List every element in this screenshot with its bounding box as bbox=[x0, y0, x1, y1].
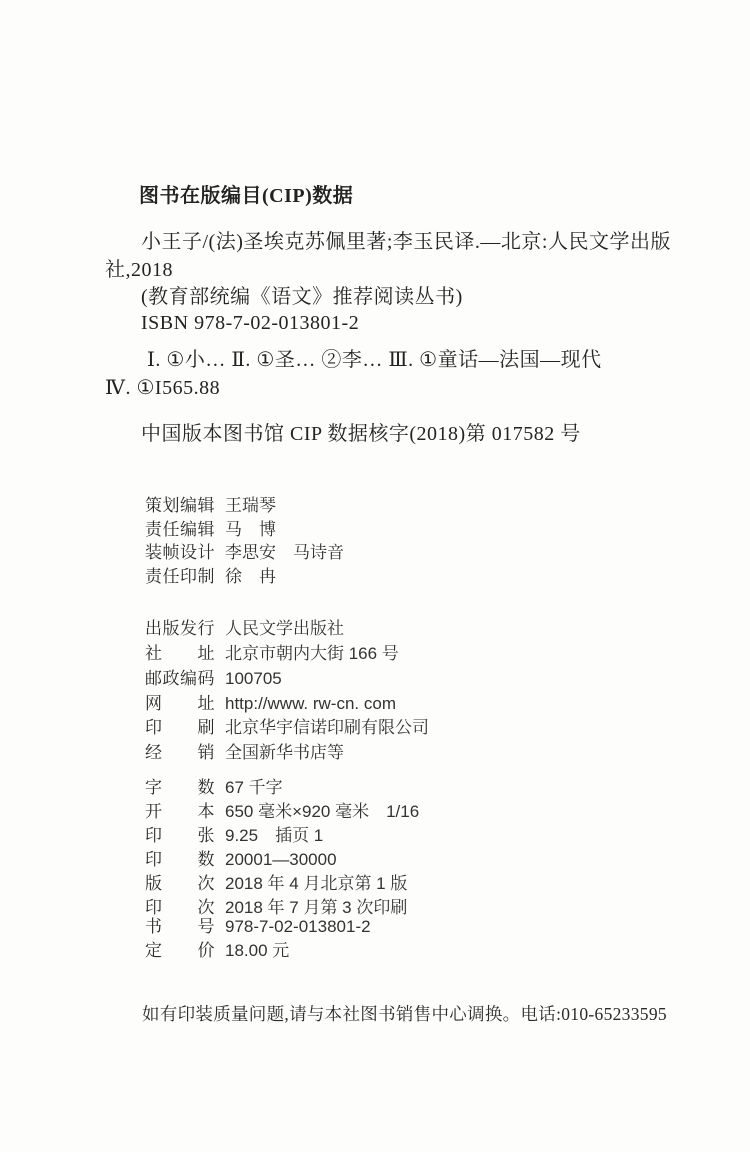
isbn-line: ISBN 978-7-02-013801-2 bbox=[141, 312, 360, 334]
row-label: 字 数 bbox=[145, 778, 215, 797]
publication-row bbox=[145, 691, 399, 716]
row-value: 67 千字 bbox=[225, 778, 283, 797]
publication-row bbox=[145, 666, 399, 691]
publication-row bbox=[145, 616, 399, 641]
row-value: 9.25 插页 1 bbox=[225, 826, 324, 845]
row-label: 策划编辑 bbox=[145, 496, 215, 515]
printing-block bbox=[145, 715, 429, 765]
cip-entry-line2: 社,2018 bbox=[105, 259, 173, 281]
row-label: 责任印制 bbox=[145, 566, 215, 586]
row-value: 650 毫米×920 毫米 1/16 bbox=[225, 802, 420, 821]
row-value: 马 博 bbox=[225, 519, 276, 539]
row-value: 北京华宇信诺印刷有限公司 bbox=[225, 718, 429, 737]
cip-record-line: 中国版本图书馆 CIP 数据核字(2018)第 017582 号 bbox=[141, 423, 581, 445]
row-label: 装帧设计 bbox=[145, 543, 215, 563]
row-label: 社 址 bbox=[145, 644, 215, 663]
specs-row bbox=[145, 872, 419, 896]
row-value: 978-7-02-013801-2 bbox=[225, 917, 371, 936]
row-label: 经 销 bbox=[145, 743, 215, 762]
publication-row bbox=[145, 641, 399, 666]
row-label: 定 价 bbox=[145, 940, 215, 960]
row-label: 印 次 bbox=[145, 898, 215, 917]
cip-entry-line1: 小王子/(法)圣埃克苏佩里著;李玉民译.—北京:人民文学出版 bbox=[141, 231, 671, 253]
row-label: 印 数 bbox=[145, 850, 215, 869]
row-value: 北京市朝内大街 166 号 bbox=[225, 644, 399, 663]
row-value: 2018 年 7 月第 3 次印刷 bbox=[225, 898, 408, 917]
row-value: 20001—30000 bbox=[225, 850, 337, 869]
price-row bbox=[145, 939, 371, 963]
row-label: 书 号 bbox=[145, 917, 215, 936]
row-value: 李思安 马诗音 bbox=[225, 543, 344, 563]
row-value: http://www. rw-cn. com bbox=[225, 694, 396, 713]
credits-row bbox=[145, 565, 344, 589]
quality-note: 如有印装质量问题,请与本社图书销售中心调换。电话:010-65233595 bbox=[142, 1004, 667, 1024]
classification-block bbox=[105, 346, 705, 402]
printing-row bbox=[145, 715, 429, 740]
specs-row bbox=[145, 776, 419, 800]
row-label: 开 本 bbox=[145, 802, 215, 821]
row-value: 徐 冉 bbox=[225, 566, 276, 586]
specs-row bbox=[145, 800, 419, 824]
row-label: 网 址 bbox=[145, 694, 215, 713]
specs-row bbox=[145, 848, 419, 872]
credits-block bbox=[145, 494, 344, 588]
classification-line2: Ⅳ. ①I565.88 bbox=[105, 377, 221, 399]
book-number-row bbox=[145, 915, 371, 939]
row-value: 全国新华书店等 bbox=[225, 743, 344, 762]
specs-block bbox=[145, 776, 419, 920]
row-value: 100705 bbox=[225, 669, 282, 688]
credits-row bbox=[145, 518, 344, 542]
cip-header: 图书在版编目(CIP)数据 bbox=[139, 185, 354, 207]
row-label: 邮政编码 bbox=[145, 669, 215, 688]
book-number-block bbox=[145, 915, 371, 962]
printing-row bbox=[145, 740, 429, 765]
row-label: 印 刷 bbox=[145, 718, 215, 737]
row-label: 印 张 bbox=[145, 826, 215, 845]
classification-line1: Ⅰ. ①小… Ⅱ. ①圣… ②李… Ⅲ. ①童话—法国—现代 bbox=[147, 349, 602, 371]
series-note: (教育部统编《语文》推荐阅读丛书) bbox=[141, 286, 463, 308]
publication-block bbox=[145, 616, 399, 716]
specs-row bbox=[145, 824, 419, 848]
row-value: 人民文学出版社 bbox=[225, 619, 344, 638]
row-label: 版 次 bbox=[145, 874, 215, 893]
credits-row bbox=[145, 494, 344, 518]
credits-row bbox=[145, 541, 344, 565]
row-label: 责任编辑 bbox=[145, 519, 215, 539]
row-value: 王瑞琴 bbox=[225, 496, 276, 515]
cip-entry bbox=[105, 228, 705, 284]
row-value: 2018 年 4 月北京第 1 版 bbox=[225, 874, 408, 893]
row-value: 18.00 元 bbox=[225, 940, 290, 960]
row-label: 出版发行 bbox=[145, 619, 215, 638]
